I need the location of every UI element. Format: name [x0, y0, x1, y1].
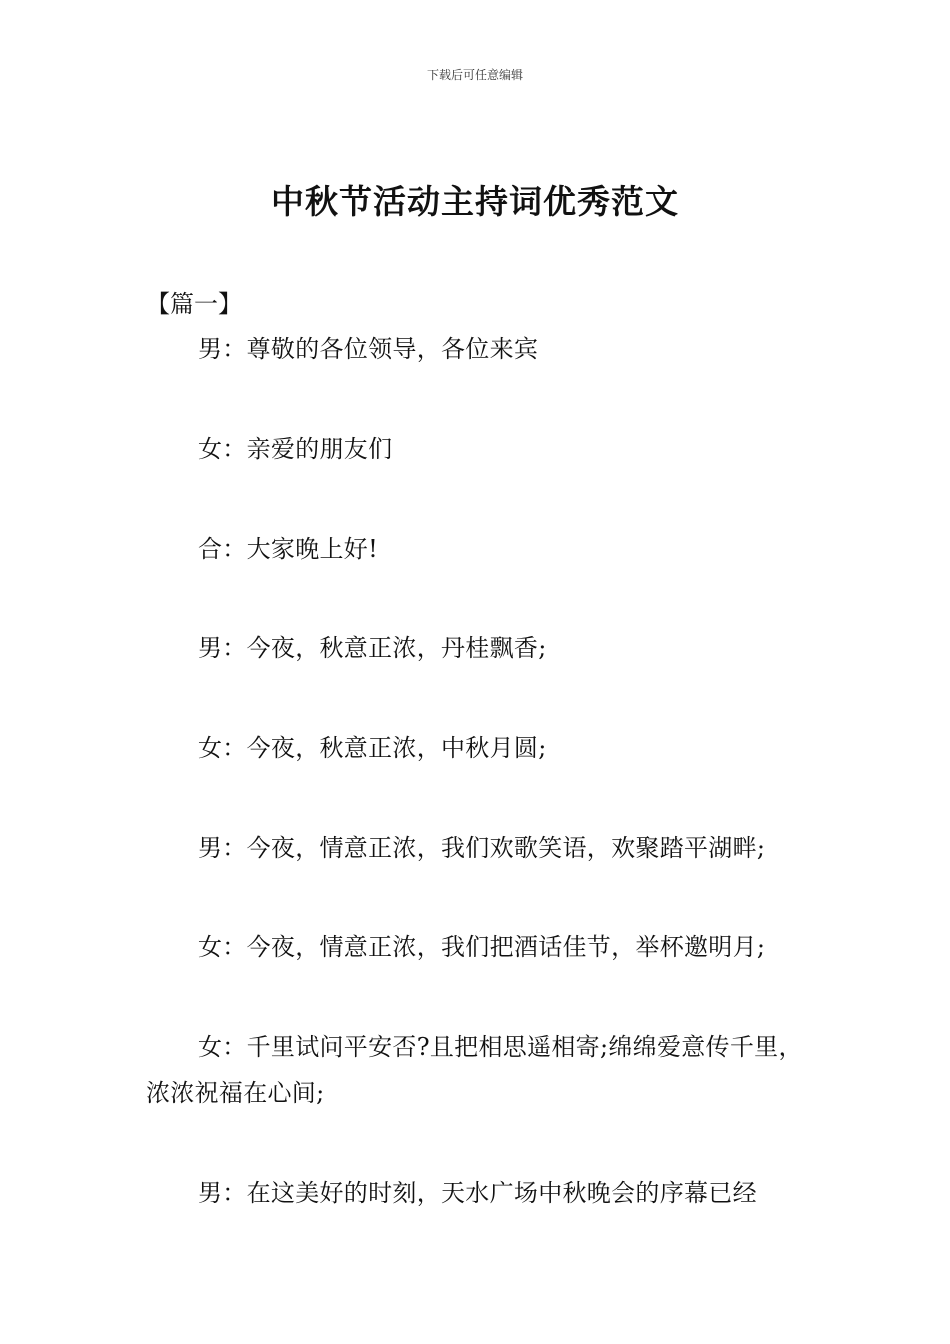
paragraph-5: 女：今夜，秋意正浓，中秋月圆;: [198, 734, 547, 762]
paragraph-7: 女：今夜，情意正浓，我们把酒话佳节，举杯邀明月;: [198, 933, 766, 961]
section-heading: 【篇一】: [146, 290, 242, 318]
paragraph-1: 男：尊敬的各位领导，各位来宾: [198, 335, 539, 363]
paragraph-2: 女：亲爱的朋友们: [198, 435, 393, 463]
paragraph-9: 男：在这美好的时刻，天水广场中秋晚会的序幕已经: [198, 1179, 757, 1207]
paragraph-6: 男：今夜，情意正浓，我们欢歌笑语，欢聚踏平湖畔;: [198, 834, 766, 862]
header-note: 下载后可任意编辑: [426, 68, 523, 82]
paragraph-8: 女：千里试问平安否?且把相思遥相寄;绵绵爱意传千里，浓浓祝福在心间;: [146, 1033, 803, 1107]
paragraph-3: 合：大家晚上好!: [198, 535, 379, 563]
paragraph-4: 男：今夜，秋意正浓，丹桂飘香;: [198, 634, 547, 662]
page-title: 中秋节活动主持词优秀范文: [271, 182, 679, 221]
